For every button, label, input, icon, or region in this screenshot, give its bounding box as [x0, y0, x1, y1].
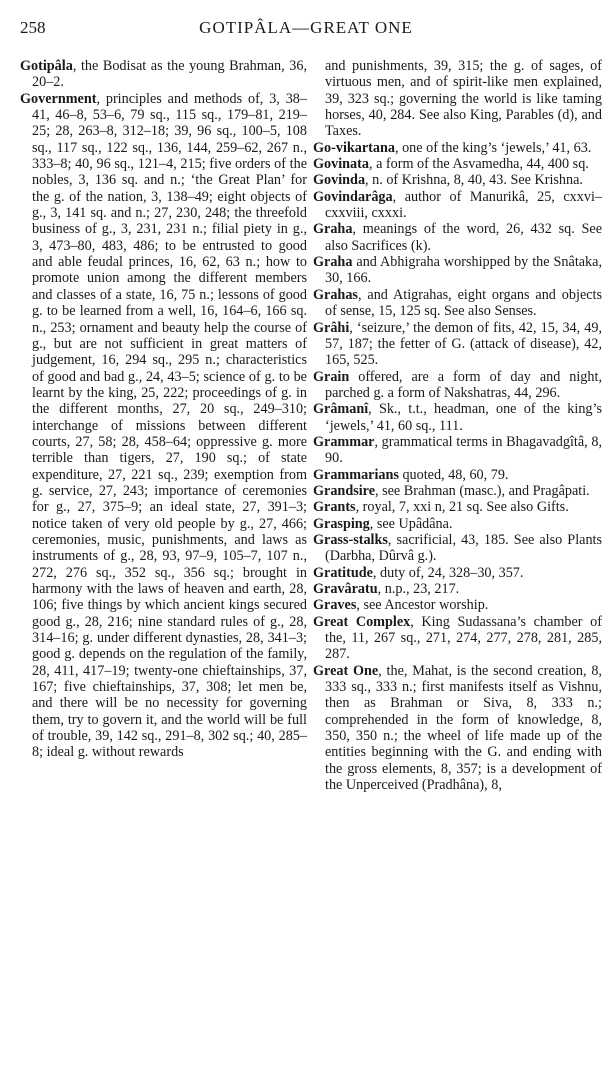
entry-text: , a form of the Asvamedha, 44, 400 sq. [368, 156, 589, 173]
index-entry [313, 156, 602, 172]
entry-text: quoted, 48, 60, 79. [398, 466, 509, 483]
entry-headword: Grasping [313, 515, 370, 532]
index-entry [313, 663, 602, 794]
right-column [313, 58, 602, 793]
entry-text: , and Atigrahas, eight organs and objects of sense, 15, 125 sq. See also Senses. [325, 286, 602, 320]
entry-text: , see Upâdâna. [369, 515, 453, 532]
continued-entry: and punishments, 39, 315; the g. of sages, of virtuous men, and of spirit-like men explained, 39, 323 sq.; governing the world is like taming horses, 40, 284. See also King, Parables (d), and Taxes. [325, 58, 602, 140]
entry-headword: Gratitude [313, 564, 373, 581]
index-entry [313, 254, 602, 287]
entry-headword: Grammar [313, 433, 375, 450]
index-entry [313, 467, 602, 483]
entry-headword: Gotipâla [20, 58, 73, 74]
entry-headword: Grandsire [313, 482, 376, 499]
index-entry [20, 91, 307, 761]
index-entry [313, 221, 602, 254]
index-entry [313, 320, 602, 369]
entry-text: , n.p., 23, 217. [377, 581, 460, 597]
entry-text: , grammatical terms in Bhagavadgîtâ, 8, 90. [325, 433, 602, 467]
entry-headword: Grahas [313, 286, 358, 303]
entry-headword: Great One [313, 662, 379, 679]
left-column [20, 58, 307, 761]
index-entry [313, 597, 602, 613]
entry-text: , see Ancestor worship. [356, 597, 489, 614]
entry-headword: Grâmanî [313, 401, 369, 418]
entry-headword: Government [20, 90, 97, 107]
entry-headword: Grass-stalks [313, 531, 388, 548]
index-entry [20, 58, 307, 91]
index-entry [313, 140, 602, 156]
page-title: GOTIPÂLA—GREAT ONE [199, 18, 413, 37]
index-entry [313, 499, 602, 515]
index-entry [313, 516, 602, 532]
index-entry [313, 614, 602, 663]
entry-text: , principles and methods of, 3, 38–41, 46–8, 53–6, 79 sq., 115 sq., 179–81, 219–25; 28, 263–8, 312–18; 39, 96 sq., 100–5, 108 sq., 117 sq., 122 sq., 136, 144, 259–62, 267 n., 333–8; 40, 96 sq., 121–4, 215; five orders of the nobles, 3, 136 sq. and n.; ‘the Great Plan’ for the g. of the nation, 3, 138–49; eight objects of g., 3, 141 sq. and n.; 27, 230, 248; the threefold business of g., 3, 231, 231 n.; filial piety in g., 3, 473–80, 483, 486; to be entrusted to good and able feudal princes, 16, 62, 63 n.; how to promote union among the different members and classes of a state, 16, 75 n.; lessons of good g. to be learned from a well, 16, 164–6, 166 sq. n., 253; ornament and beauty help the course of g., but are not sufficient in great matters of judgement, 16, 294 sq., 295 n.; characteristics of good and bad g., 24, 43–5; science of g. to be learnt by the king, 25, 222; proceedings of g. in the different months, 27, 20 sq., 249–310; interchange of missions between different courts, 27, 58; 28, 458–64; oppressive g. more terrible than tigers, 27, 190 sq.; of state expenditure, 27, 221 sq., 239; exemption from g. service, 27, 243; importance of ceremonies for g., 27, 375–9; an ideal state, 27, 391–3; notice taken of very old people by g., 27, 466; ceremonies, music, punishments, and laws as instruments of g., 28, 93, 97–9, 105–7, 107 n., 272, 276 sq., 352 sq., 356 sq.; brought in harmony with the laws of heaven and earth, 28, 106; five things by which ancient kings secured good g., 28, 216; nine standard rules of g., 28, 314–16; g. under different dynasties, 28, 341–3; good g. depends on the regulation of the family, 28, 411, 417–19; twenty-one chieftainships, 37, 167; five chieftainships, 37, 308; let men be, and there will be no necessity for governing them, try to govern it, and the world will be full of trouble, 39, 142 sq., 291–8, 302 sq.; 40, 285–8; ideal g. without rewards [32, 90, 307, 761]
index-entry [313, 532, 602, 565]
index-entry [313, 565, 602, 581]
index-entry [313, 581, 602, 597]
entry-headword: Grants [313, 499, 356, 516]
entry-text: , royal, 7, xxi n, 21 sq. See also Gifts. [355, 499, 569, 516]
entry-text: , the Bodisat as the young Brahman, 36, 20–2. [32, 58, 307, 91]
entry-text: , King Sudassana’s chamber of the, 11, 267 sq., 271, 274, 277, 278, 281, 285, 287. [325, 613, 602, 663]
entry-text: , Sk., t.t., headman, one of the king’s ‘jewels,’ 41, 60 sq., 111. [325, 401, 602, 434]
entry-headword: Graha [313, 221, 353, 238]
entry-text: , meanings of the word, 26, 432 sq. See also Sacrifices (k). [325, 221, 602, 254]
index-entry [313, 189, 602, 222]
entry-headword: Go-vikartana [313, 139, 395, 156]
entry-text: , see Brahman (masc.), and Pragâpati. [375, 482, 590, 499]
entry-headword: Graha [313, 254, 353, 271]
entry-text: , the, Mahat, is the second creation, 8, 333 sq., 333 n.; first manifests itself as Vishnu, then as Brahman or Siva, 8, 333 n.; comprehended in the form of knowledge, 8, 350, 350 n.; the wheel of life made up of the entities beginning with the G. and ending with the gross elements, 8, 357; is a development of the Unperceived (Pradhâna), 8, [325, 662, 602, 794]
index-entry [313, 401, 602, 434]
entry-headword: Grammarians [313, 466, 399, 483]
entry-text: , duty of, 24, 328–30, 357. [372, 564, 524, 581]
entry-headword: Grâhi [313, 319, 350, 336]
entry-text: , n. of Krishna, 8, 40, 43. See Krishna. [365, 172, 583, 189]
entry-headword: Govindarâga [313, 188, 393, 205]
index-entry [313, 483, 602, 499]
entry-headword: Great Complex [313, 613, 411, 630]
index-entry [313, 369, 602, 402]
entry-headword: Graves [313, 597, 357, 614]
entry-headword: Gravâratu [313, 581, 378, 597]
page-number: 258 [20, 18, 46, 37]
entry-headword: Grain [313, 368, 350, 385]
index-entry [313, 287, 602, 320]
entry-text: offered, are a form of day and night, parched g. a form of Nakshatras, 44, 296. [325, 368, 602, 401]
index-entry [313, 434, 602, 467]
entry-text: , one of the king’s ‘jewels,’ 41, 63. [394, 139, 592, 156]
entry-text: , ‘seizure,’ the demon of fits, 42, 15, 34, 49, 57, 187; the fetter of G. (attack of disease), 42, 165, 525. [325, 319, 602, 369]
entry-text: , sacrificial, 43, 185. See also Plants (Darbha, Dûrvâ g.). [325, 531, 602, 565]
running-header [20, 18, 592, 40]
index-entry [313, 172, 602, 188]
entry-text: , author of Manurikâ, 25, cxxvi–cxxviii, cxxxi. [325, 188, 602, 222]
entry-text: and Abhigraha worshipped by the Snâtaka, 30, 166. [325, 254, 602, 287]
entry-headword: Govinata [313, 156, 369, 173]
entry-headword: Govinda [313, 172, 366, 189]
